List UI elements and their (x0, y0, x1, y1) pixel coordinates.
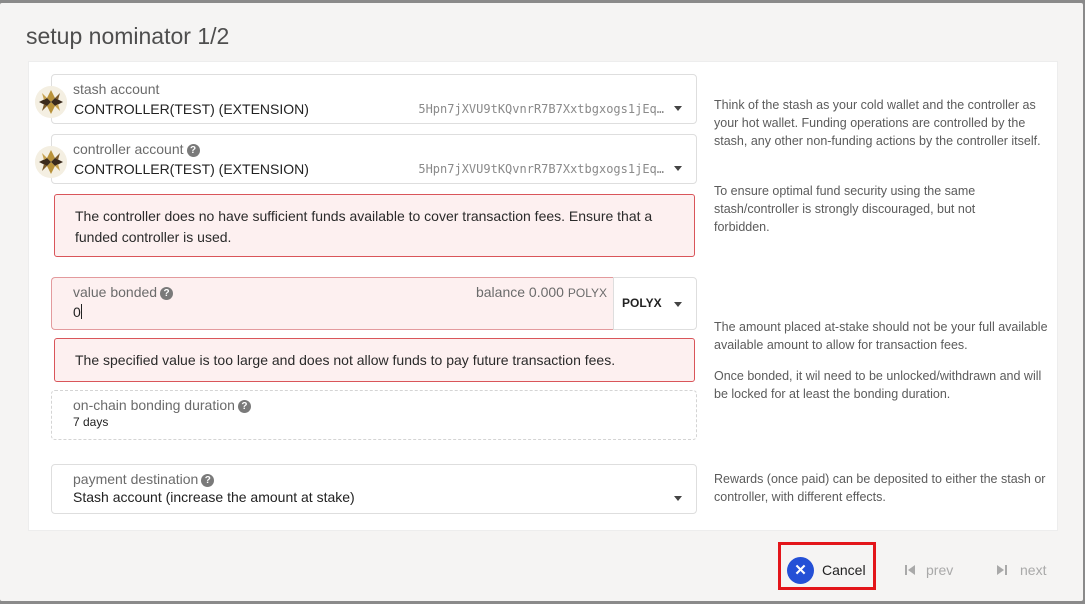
bonding-duration-value: 7 days (73, 415, 109, 429)
chevron-down-icon (674, 166, 682, 171)
stash-account-label: stash account (73, 81, 160, 97)
controller-account-label: controller account (73, 141, 184, 157)
bonding-duration-label: on-chain bonding duration (73, 397, 235, 413)
stash-account-address: 5Hpn7jXVU9tKQvnrR7B7Xxtbgxogs1jEq… (418, 102, 664, 116)
stash-identicon (35, 86, 67, 118)
value-bonded-input-wrap (51, 277, 614, 330)
help-text-amount: The amount placed at-stake should not be your full available available amount to allow for transaction fees. (714, 320, 1048, 352)
balance-value: 0.000 (528, 284, 564, 300)
bonded-value-error: The specified value is too large and does not allow funds to pay future transaction fees. (54, 338, 695, 382)
help-icon[interactable]: ? (187, 144, 200, 157)
prev-label: prev (926, 562, 954, 578)
chevron-down-icon (674, 496, 682, 501)
modal-title: setup nominator 1/2 (26, 23, 230, 49)
bonding-duration-display (51, 390, 697, 440)
close-icon: ✕ (787, 557, 814, 584)
help-icon[interactable]: ? (201, 474, 214, 487)
stash-account-select[interactable] (51, 74, 697, 124)
payment-destination-label: payment destination (73, 471, 199, 487)
value-bonded-value: 0 (73, 304, 81, 320)
step-forward-icon (996, 564, 1008, 576)
balance-unit: POLYX (567, 286, 607, 300)
next-label: next (1020, 562, 1047, 578)
chevron-down-icon (674, 302, 682, 307)
help-icon[interactable]: ? (160, 287, 173, 300)
help-text-bonded: Once bonded, it wil need to be unlocked/withdrawn and will be locked for at least the bonding duration. (714, 369, 1042, 401)
setup-nominator-modal (0, 3, 1083, 601)
balance-readout (476, 284, 607, 300)
help-icon[interactable]: ? (238, 400, 251, 413)
value-bonded-input[interactable] (73, 304, 473, 324)
payment-destination-value: Stash account (increase the amount at stake) (73, 489, 355, 505)
text-cursor (81, 304, 82, 319)
stash-account-value: CONTROLLER(TEST) (EXTENSION) (74, 101, 309, 117)
chevron-down-icon (674, 106, 682, 111)
help-text-security: To ensure optimal fund security using the same stash/controller is strongly discouraged, but not forbidden. (714, 184, 976, 234)
controller-account-address: 5Hpn7jXVU9tKQvnrR7B7Xxtbgxogs1jEq… (418, 162, 664, 176)
payment-destination-select[interactable] (51, 464, 697, 514)
bonding-duration-label-row (73, 397, 251, 413)
controller-identicon (35, 146, 67, 178)
modal-content (28, 61, 1058, 531)
balance-label: balance (475, 284, 526, 300)
payment-destination-label-row (73, 471, 214, 487)
cancel-label: Cancel (822, 562, 866, 578)
controller-account-label-row (73, 141, 200, 157)
prev-button[interactable] (904, 562, 953, 578)
value-bonded-label-row (73, 284, 173, 300)
help-text-rewards: Rewards (once paid) can be deposited to either the stash or controller, with different effects. (714, 472, 1046, 504)
cancel-highlight-frame (778, 542, 876, 590)
controller-account-value: CONTROLLER(TEST) (EXTENSION) (74, 161, 309, 177)
unit-select[interactable] (613, 277, 697, 330)
next-button[interactable] (996, 562, 1046, 578)
help-text-stash: Think of the stash as your cold wallet and the controller as your hot wallet. Funding operations are controlled by the stash, any other non-funding actions by the controller itself. (714, 98, 1041, 148)
controller-funds-error: The controller does no have sufficient funds available to cover transaction fees. Ensure that a funded controller is used. (54, 194, 695, 257)
controller-account-select[interactable] (51, 134, 697, 184)
value-bonded-label: value bonded (73, 284, 158, 300)
unit-select-value: POLYX (622, 296, 662, 310)
step-backward-icon (904, 564, 916, 576)
